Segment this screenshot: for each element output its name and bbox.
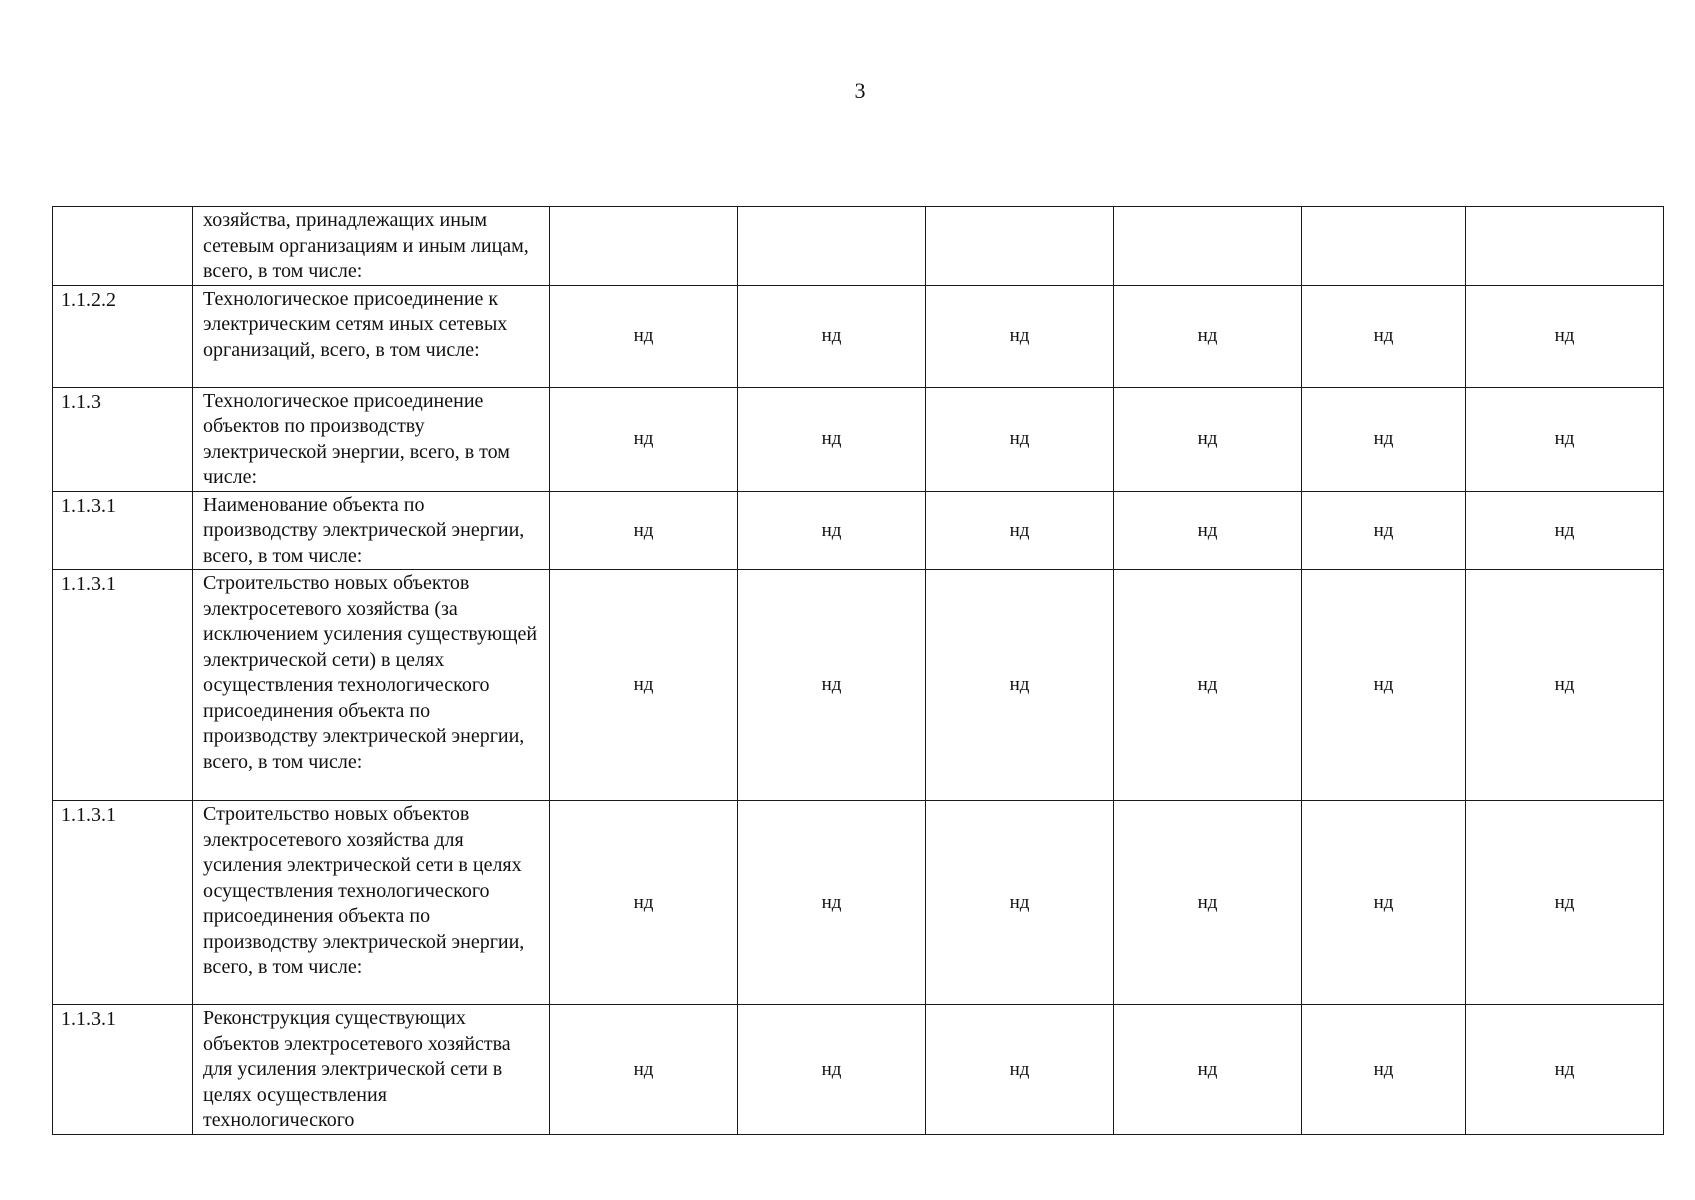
table-row [53,285,1664,387]
row-value [1114,207,1302,286]
row-value: нд [1466,570,1664,801]
row-code: 1.1.3.1 [53,801,193,1005]
row-value: нд [1302,491,1466,570]
row-value: нд [1466,1005,1664,1135]
row-value: нд [550,387,738,491]
row-code: 1.1.3.1 [53,491,193,570]
row-value: нд [1466,285,1664,387]
row-value: нд [1302,801,1466,1005]
row-value: нд [738,1005,926,1135]
row-value [550,207,738,286]
row-value: нд [738,570,926,801]
row-value: нд [550,1005,738,1135]
table-row [53,491,1664,570]
row-code [53,207,193,286]
row-value: нд [1114,285,1302,387]
row-value: нд [926,285,1114,387]
row-value: нд [1114,570,1302,801]
row-value: нд [1114,801,1302,1005]
row-value: нд [926,801,1114,1005]
row-value: нд [738,491,926,570]
row-value [926,207,1114,286]
row-code: 1.1.3.1 [53,1005,193,1135]
page-number: 3 [854,78,866,103]
row-code: 1.1.2.2 [53,285,193,387]
row-value: нд [1114,491,1302,570]
row-value: нд [926,1005,1114,1135]
row-name: Наименование объекта по производству электрической энергии, всего, в том числе: [193,491,550,570]
row-value: нд [1466,491,1664,570]
row-value: нд [1114,1005,1302,1135]
table-row [53,387,1664,491]
row-name: хозяйства, принадлежащих иным сетевым организациям и иным лицам, всего, в том числе: [193,207,550,286]
row-value: нд [1466,387,1664,491]
table-row [53,570,1664,801]
row-value: нд [1114,387,1302,491]
row-value [1302,207,1466,286]
row-value: нд [550,801,738,1005]
row-name: Строительство новых объектов электросетевого хозяйства (за исключением усиления существующей электрической сети) в целях осуществления технологического присоединения объекта по производству электрической энергии, всего, в том числе: [193,570,550,801]
row-name: Реконструкция существующих объектов электросетевого хозяйства для усиления электрической сети в целях осуществления технологического [193,1005,550,1135]
row-value: нд [550,570,738,801]
table-row [53,1005,1664,1135]
row-code: 1.1.3.1 [53,570,193,801]
row-value: нд [738,387,926,491]
row-value: нд [738,801,926,1005]
row-value [738,207,926,286]
row-value: нд [1302,285,1466,387]
row-value: нд [1302,387,1466,491]
row-value: нд [738,285,926,387]
row-value: нд [550,491,738,570]
row-name: Технологическое присоединение к электрическим сетям иных сетевых организаций, всего, в том числе: [193,285,550,387]
row-value: нд [1302,1005,1466,1135]
row-name: Технологическое присоединение объектов по производству электрической энергии, всего, в том числе: [193,387,550,491]
row-value [1466,207,1664,286]
row-name: Строительство новых объектов электросетевого хозяйства для усиления электрической сети в целях осуществления технологического присоединения объекта по производству электрической энергии, всего, в том числе: [193,801,550,1005]
investment-table [52,206,1664,1135]
table-row [53,801,1664,1005]
row-code: 1.1.3 [53,387,193,491]
row-value: нд [926,570,1114,801]
row-value: нд [550,285,738,387]
row-value: нд [1466,801,1664,1005]
row-value: нд [926,491,1114,570]
table-row [53,207,1664,286]
row-value: нд [1302,570,1466,801]
row-value: нд [926,387,1114,491]
